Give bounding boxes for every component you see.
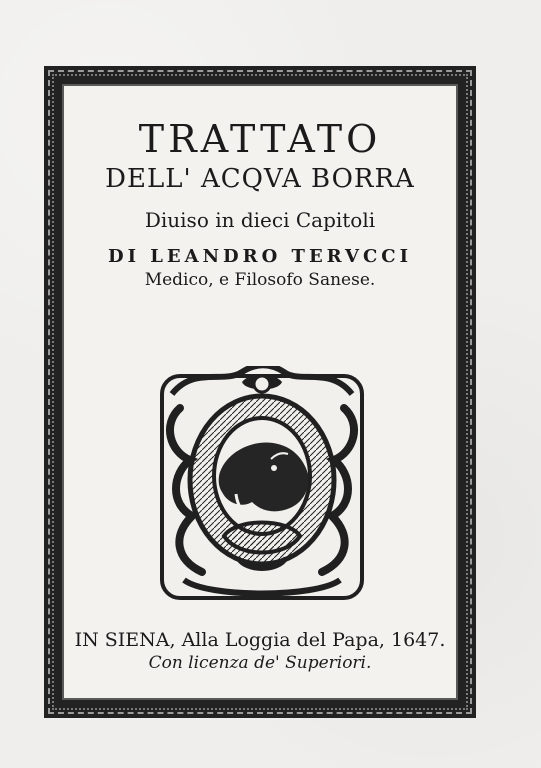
book-title: TRATTATO xyxy=(138,117,382,161)
imprint-line: IN SIENA, Alla Loggia del Papa, 1647. xyxy=(74,629,446,651)
book-subtitle: DELL' ACQVA BORRA xyxy=(105,164,415,194)
title-page-content xyxy=(62,84,458,700)
division-line: Diuiso in dieci Capitoli xyxy=(144,208,376,232)
license-line: Con licenza de' Superiori. xyxy=(148,652,372,673)
emblem-illustration xyxy=(154,366,370,608)
author-line: DI LEANDRO TERVCCI xyxy=(107,246,413,267)
ornamental-border xyxy=(44,66,476,718)
imprint-block xyxy=(62,631,458,672)
printer-emblem xyxy=(154,366,370,608)
title-block xyxy=(62,117,458,290)
profession-line: Medico, e Filosofo Sanese. xyxy=(144,270,376,290)
